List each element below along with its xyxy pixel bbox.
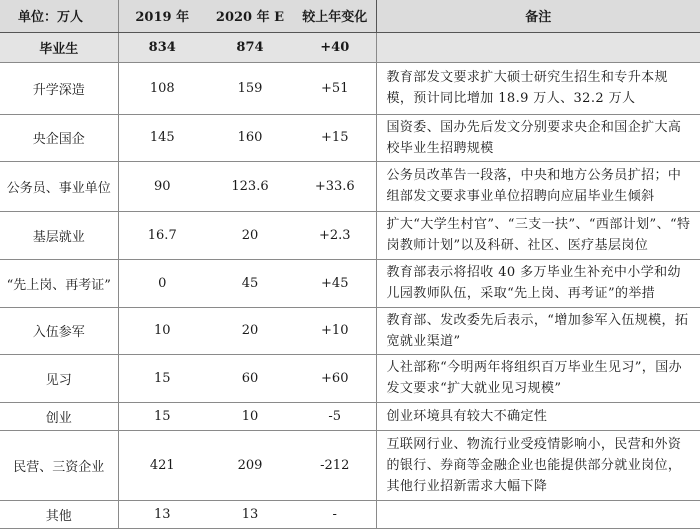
row-2019: 90 [118, 161, 206, 211]
row-2019: 15 [118, 354, 206, 402]
row-label: 入伍参军 [0, 307, 118, 354]
row-2020e: 123.6 [206, 161, 294, 211]
header-unit: 单位：万人 [0, 0, 118, 32]
table-row [0, 161, 700, 211]
header-row [0, 0, 700, 32]
table-row [0, 211, 700, 259]
header-change: 较上年变化 [294, 0, 376, 32]
row-2019: 145 [118, 114, 206, 161]
total-row [0, 32, 700, 62]
row-change: +10 [294, 307, 376, 354]
row-change: +33.6 [294, 161, 376, 211]
row-2019: 421 [118, 430, 206, 500]
row-note: 教育部表示将招收 40 多万毕业生补充中小学和幼儿园教师队伍，采取“先上岗、再考证”的举措 [376, 259, 700, 307]
row-change: -212 [294, 430, 376, 500]
table-row [0, 307, 700, 354]
header-2020e: 2020 年 E [206, 0, 294, 32]
row-note: 教育部发文要求扩大硕士研究生招生和专升本规模，预计同比增加 18.9 万人、32.2 万人 [376, 62, 700, 114]
total-label: 毕业生 [0, 32, 118, 62]
row-2020e: 45 [206, 259, 294, 307]
header-2019: 2019 年 [118, 0, 206, 32]
header-note: 备注 [376, 0, 700, 32]
row-label: 公务员、事业单位 [0, 161, 118, 211]
row-note: 创业环境具有较大不确定性 [376, 402, 700, 430]
row-label: “先上岗、再考证” [0, 259, 118, 307]
row-label: 见习 [0, 354, 118, 402]
row-label: 民营、三资企业 [0, 430, 118, 500]
table-row [0, 259, 700, 307]
row-change: +51 [294, 62, 376, 114]
row-label: 基层就业 [0, 211, 118, 259]
row-2020e: 20 [206, 307, 294, 354]
row-2019: 108 [118, 62, 206, 114]
row-2019: 13 [118, 500, 206, 528]
table-row [0, 500, 700, 528]
table-row [0, 430, 700, 500]
row-change: - [294, 500, 376, 528]
row-2020e: 60 [206, 354, 294, 402]
table-row [0, 62, 700, 114]
table-row [0, 354, 700, 402]
row-2020e: 159 [206, 62, 294, 114]
total-2019: 834 [118, 32, 206, 62]
row-change: +2.3 [294, 211, 376, 259]
row-2020e: 20 [206, 211, 294, 259]
row-2019: 16.7 [118, 211, 206, 259]
row-note [376, 500, 700, 528]
row-label: 其他 [0, 500, 118, 528]
row-2019: 0 [118, 259, 206, 307]
row-note: 互联网行业、物流行业受疫情影响小，民营和外资的银行、券商等金融企业也能提供部分就业岗位，其他行业招新需求大幅下降 [376, 430, 700, 500]
row-2019: 15 [118, 402, 206, 430]
row-2020e: 160 [206, 114, 294, 161]
row-change: -5 [294, 402, 376, 430]
row-note: 公务员改革告一段落，中央和地方公务员扩招；中组部发文要求事业单位招聘向应届毕业生倾斜 [376, 161, 700, 211]
table-row [0, 114, 700, 161]
row-label: 央企国企 [0, 114, 118, 161]
row-note: 人社部称“今明两年将组织百万毕业生见习”，国办发文要求“扩大就业见习规模” [376, 354, 700, 402]
row-note: 扩大“大学生村官”、“三支一扶”、“西部计划”、“特岗教师计划”以及科研、社区、医疗基层岗位 [376, 211, 700, 259]
row-change: +45 [294, 259, 376, 307]
row-2020e: 209 [206, 430, 294, 500]
row-2019: 10 [118, 307, 206, 354]
row-note: 教育部、发改委先后表示，“增加参军入伍规模，拓宽就业渠道” [376, 307, 700, 354]
row-change: +15 [294, 114, 376, 161]
total-2020e: 874 [206, 32, 294, 62]
row-change: +60 [294, 354, 376, 402]
row-label: 升学深造 [0, 62, 118, 114]
total-change: +40 [294, 32, 376, 62]
row-note: 国资委、国办先后发文分别要求央企和国企扩大高校毕业生招聘规模 [376, 114, 700, 161]
row-2020e: 10 [206, 402, 294, 430]
table-row [0, 402, 700, 430]
row-label: 创业 [0, 402, 118, 430]
row-2020e: 13 [206, 500, 294, 528]
total-note [376, 32, 700, 62]
